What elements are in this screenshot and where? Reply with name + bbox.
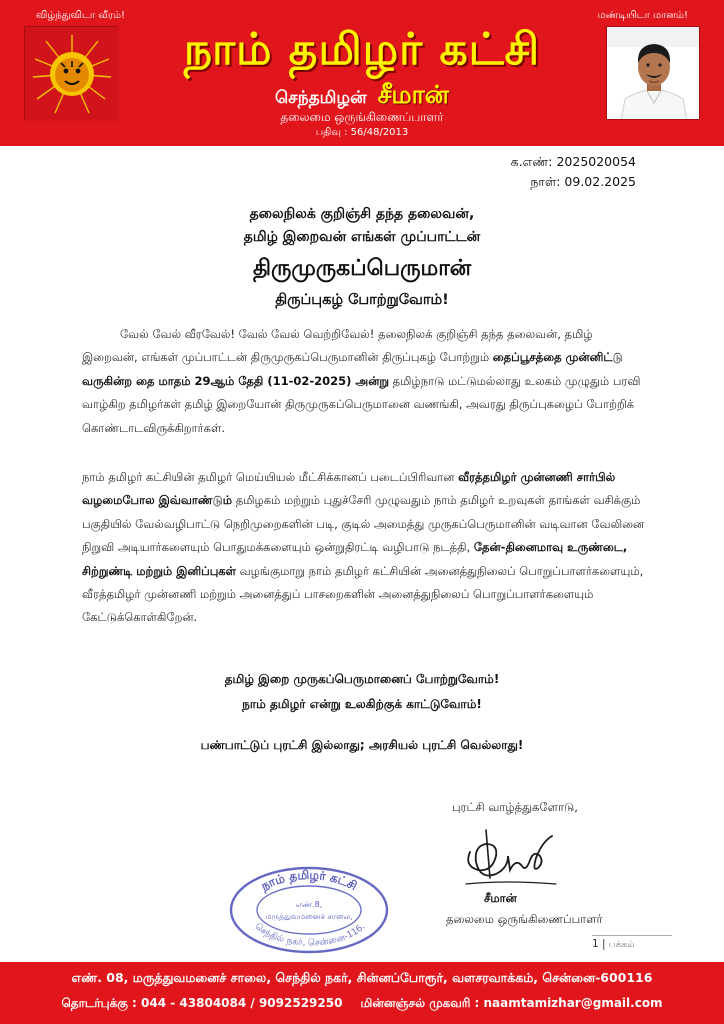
signatory-role: தலைமை ஒருங்கிணைப்பாளர் [446, 912, 603, 926]
letterhead-header [0, 0, 724, 146]
leader-name: சீமான் [377, 80, 449, 109]
leader-line [130, 80, 594, 113]
footer-address: எண். 08, மருத்துவமனைச் சாலை, செந்தில் நகர், சின்னப்போரூர், வளசரவாக்கம், சென்னை-600116 [71, 970, 653, 985]
page-title: திருமுருகப்பெருமான் [252, 256, 472, 281]
body-paragraph-1 [82, 323, 648, 440]
seal-middle-text-2: மருத்துவமனைச் சாலை, [265, 912, 353, 921]
page-number-value: 1 [592, 938, 599, 950]
heading-line-2: தமிழ் இறைவன் எங்கள் முப்பாட்டன் [243, 229, 481, 245]
reference-number: க.எண்: 2025020054 [510, 154, 636, 169]
paragraph-2-text-a: நாம் தமிழர் கட்சியின் தமிழர் மெய்யியல் மீட்சிக்கானப் படைப்பிரிவான [82, 470, 459, 484]
slogan-right: மண்டியிடா மானம்! [597, 10, 688, 21]
page-number-rule [592, 935, 672, 936]
handwritten-signature-icon [456, 822, 566, 892]
body-paragraph-2 [82, 466, 648, 630]
page-number-label: பக்கம் [608, 940, 635, 950]
seal-bottom-text: செந்தில் நகர், சென்னை-116. [252, 921, 368, 949]
closing-line-2: நாம் தமிழர் என்று உலகிற்குக் காட்டுவோம்! [242, 697, 482, 711]
closing-slogan: பண்பாட்டுப் புரட்சி இல்லாது; அரசியல் புரட்சி வெல்லாது! [200, 738, 524, 752]
footer-email[interactable]: மின்னஞ்சல் முகவரி : naamtamizhar@gmail.com [360, 996, 663, 1010]
paragraph-1-text-a: வேல் வேல் வீரவேல்! வேல் வேல் வெற்றிவேல்! தலைநிலக் குறிஞ்சி தந்த தலைவன், தமிழ் இறைவன், எங்கள் முப்பாட்டன் திருமுருகப்பெருமானின் திருப்புகழ் போற்றும் [82, 327, 593, 365]
leader-role: தலைமை ஒருங்கிணைப்பாளர் [280, 110, 444, 124]
page-number: 1 | பக்கம் [592, 938, 635, 950]
footer-contact [0, 996, 724, 1012]
party-name: நாம் தமிழர் கட்சி [183, 24, 541, 75]
paragraph-2-highlight-a: வீரத்தமிழர் முன்னணி சார்பில் வழமைபோல இவ்வாண்டும் [82, 470, 616, 508]
closing-line-1: தமிழ் இறை முருகப்பெருமானைப் போற்றுவோம்! [224, 672, 500, 686]
slogan-left: விழ்ந்துவிடா வீரம்! [36, 10, 126, 21]
reference-date: நாள்: 09.02.2025 [530, 174, 636, 189]
paragraph-2-text-c: வழங்குமாறு நாம் தமிழர் கட்சியின் அனைத்துநிலைப் பொறுப்பாளர்களையும், வீரத்தமிழர் முன்னணி மற்றும் அனைத்துப் பாசறைகளின் அனைத்துநிலைப் பொறுப்பாளர்களையும் கேட்டுக்கொள்கிறேன். [82, 563, 644, 625]
footer-phone: தொடர்புக்கு : 044 - 43804084 / 9092529250 [61, 996, 343, 1010]
paragraph-2-text-b: தமிழகம் மற்றும் புதுச்சேரி முழுவதும் நாம் தமிழர் உறவுகள் தாங்கள் வசிக்கும் பகுதியில் வேல்வழிபாட்டு நெறிமுறைகளின் படி, குடில் அமைத்து முருகப்பெருமானின் வடிவான வேலினை நிறுவி அடியார்களையும் பொதுமக்களையும் ஒன்றுதிரட்டி வழிபாடு நடத்தி, [82, 493, 645, 555]
page-subtitle: திருப்புகழ் போற்றுவோம்! [275, 292, 449, 308]
registration-number: பதிவு : 56/48/2013 [315, 127, 409, 138]
leader-title: செந்தமிழன் [275, 88, 367, 108]
tiger-emblem-icon [24, 26, 118, 120]
paragraph-2-highlight-b: தேன்-தினைமாவு உருண்டை, சிற்றுண்டி மற்றும் இனிப்புகள் [82, 540, 628, 578]
paragraph-1-highlight: தைப்பூசத்தை முன்னிட்டு வருகின்ற தை மாதம் 29ஆம் தேதி (11-02-2025) அன்று [82, 350, 623, 388]
letterhead-footer [0, 962, 724, 1024]
party-seal-icon [224, 860, 394, 956]
signature-greeting: புரட்சி வாழ்த்துகளோடு, [452, 800, 578, 814]
heading-line-1: தலைநிலக் குறிஞ்சி தந்த தலைவன், [249, 206, 475, 222]
signatory-name: சீமான் [484, 891, 517, 905]
paragraph-1-text-b: தமிழ்நாடு மட்டுமல்லாது உலகம் முழுதும் பரவி வாழ்கிற தமிழர்கள் தமிழ் இறையோன் திருமுருகப்பெருமானை வணங்கி, அவரது திருப்புகழைப் போற்றிக் கொண்டாடவிருக்கிறார்கள். [82, 373, 641, 435]
leader-portrait-icon [606, 26, 700, 120]
seal-middle-text-1: எண்.8, [295, 900, 323, 909]
seal-top-text: நாம் தமிழர் கட்சி [258, 867, 360, 894]
